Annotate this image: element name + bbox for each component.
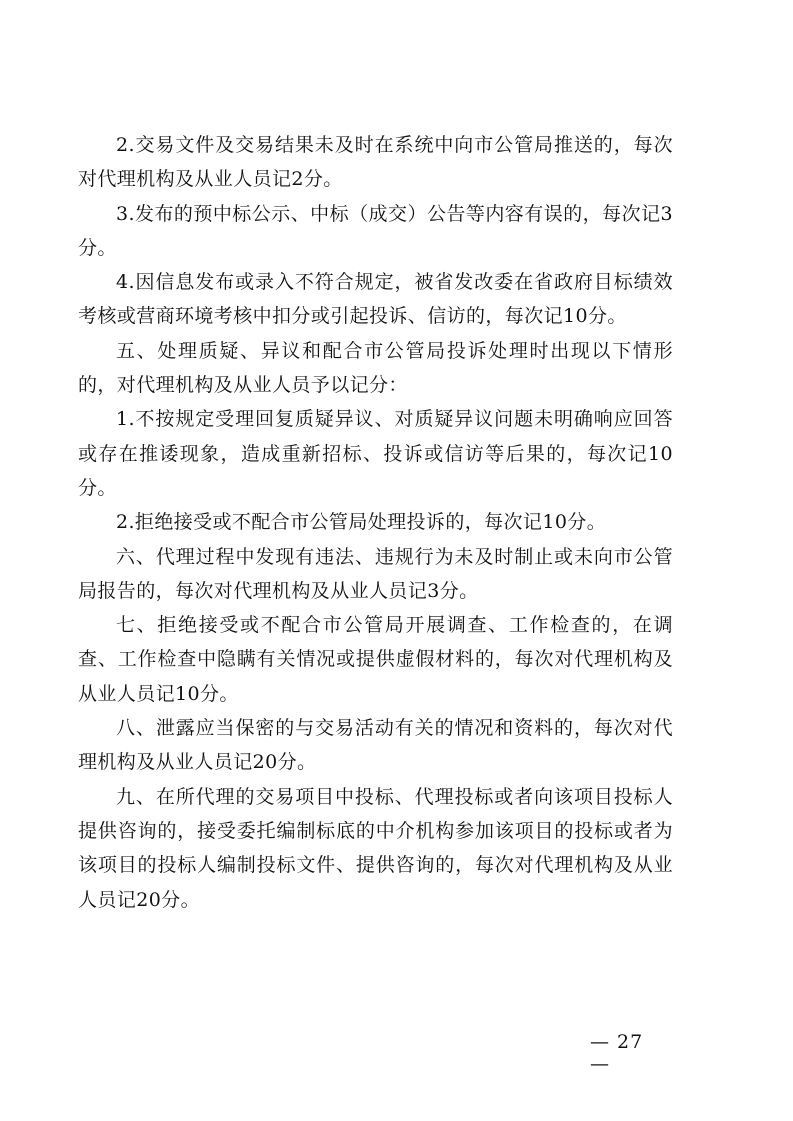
document-body (78, 128, 673, 917)
paragraph-section-8: 八、泄露应当保密的与交易活动有关的情况和资料的，每次对代理机构及从业人员记20分。 (78, 717, 673, 774)
paragraph-section-9: 九、在所代理的交易项目中投标、代理投标或者向该项目投标人提供咨询的，接受委托编制标底的中介机构参加该项目的投标或者为该项目的投标人编制投标文件、提供咨询的，每次对代理机构及从业人员记20分。 (78, 785, 673, 911)
paragraph-item-4-info-noncompliance: 4.因信息发布或录入不符合规定，被省发改委在省政府目标绩效考核或营商环境考核中扣分或引起投诉、信访的，每次记10分。 (78, 271, 673, 328)
paragraph-item-2-push-delay: 2.交易文件及交易结果未及时在系统中向市公管局推送的，每次对代理机构及从业人员记2分。 (78, 134, 673, 191)
paragraph-section-5-item-2: 2.拒绝接受或不配合市公管局处理投诉的，每次记10分。 (116, 511, 607, 534)
paragraph-section-5-item-1: 1.不按规定受理回复质疑异议、对质疑异议问题未明确响应回答或存在推诿现象，造成重新招标、投诉或信访等后果的，每次记10分。 (78, 408, 673, 499)
paragraph-section-5-heading: 五、处理质疑、异议和配合市公管局投诉处理时出现以下情形的，对代理机构及从业人员予以记分： (78, 339, 673, 397)
paragraph-section-7: 七、拒绝接受或不配合市公管局开展调查、工作检查的，在调查、工作检查中隐瞒有关情况或提供虚假材料的，每次对代理机构及从业人员记10分。 (78, 614, 673, 705)
paragraph-section-6: 六、代理过程中发现有违法、违规行为未及时制止或未向市公管局报告的，每次对代理机构及从业人员记3分。 (78, 545, 673, 602)
paragraph-item-3-publish-error: 3.发布的预中标公示、中标（成交）公告等内容有误的，每次记3分。 (78, 202, 673, 259)
page-number: — 27 — (590, 1031, 644, 1075)
